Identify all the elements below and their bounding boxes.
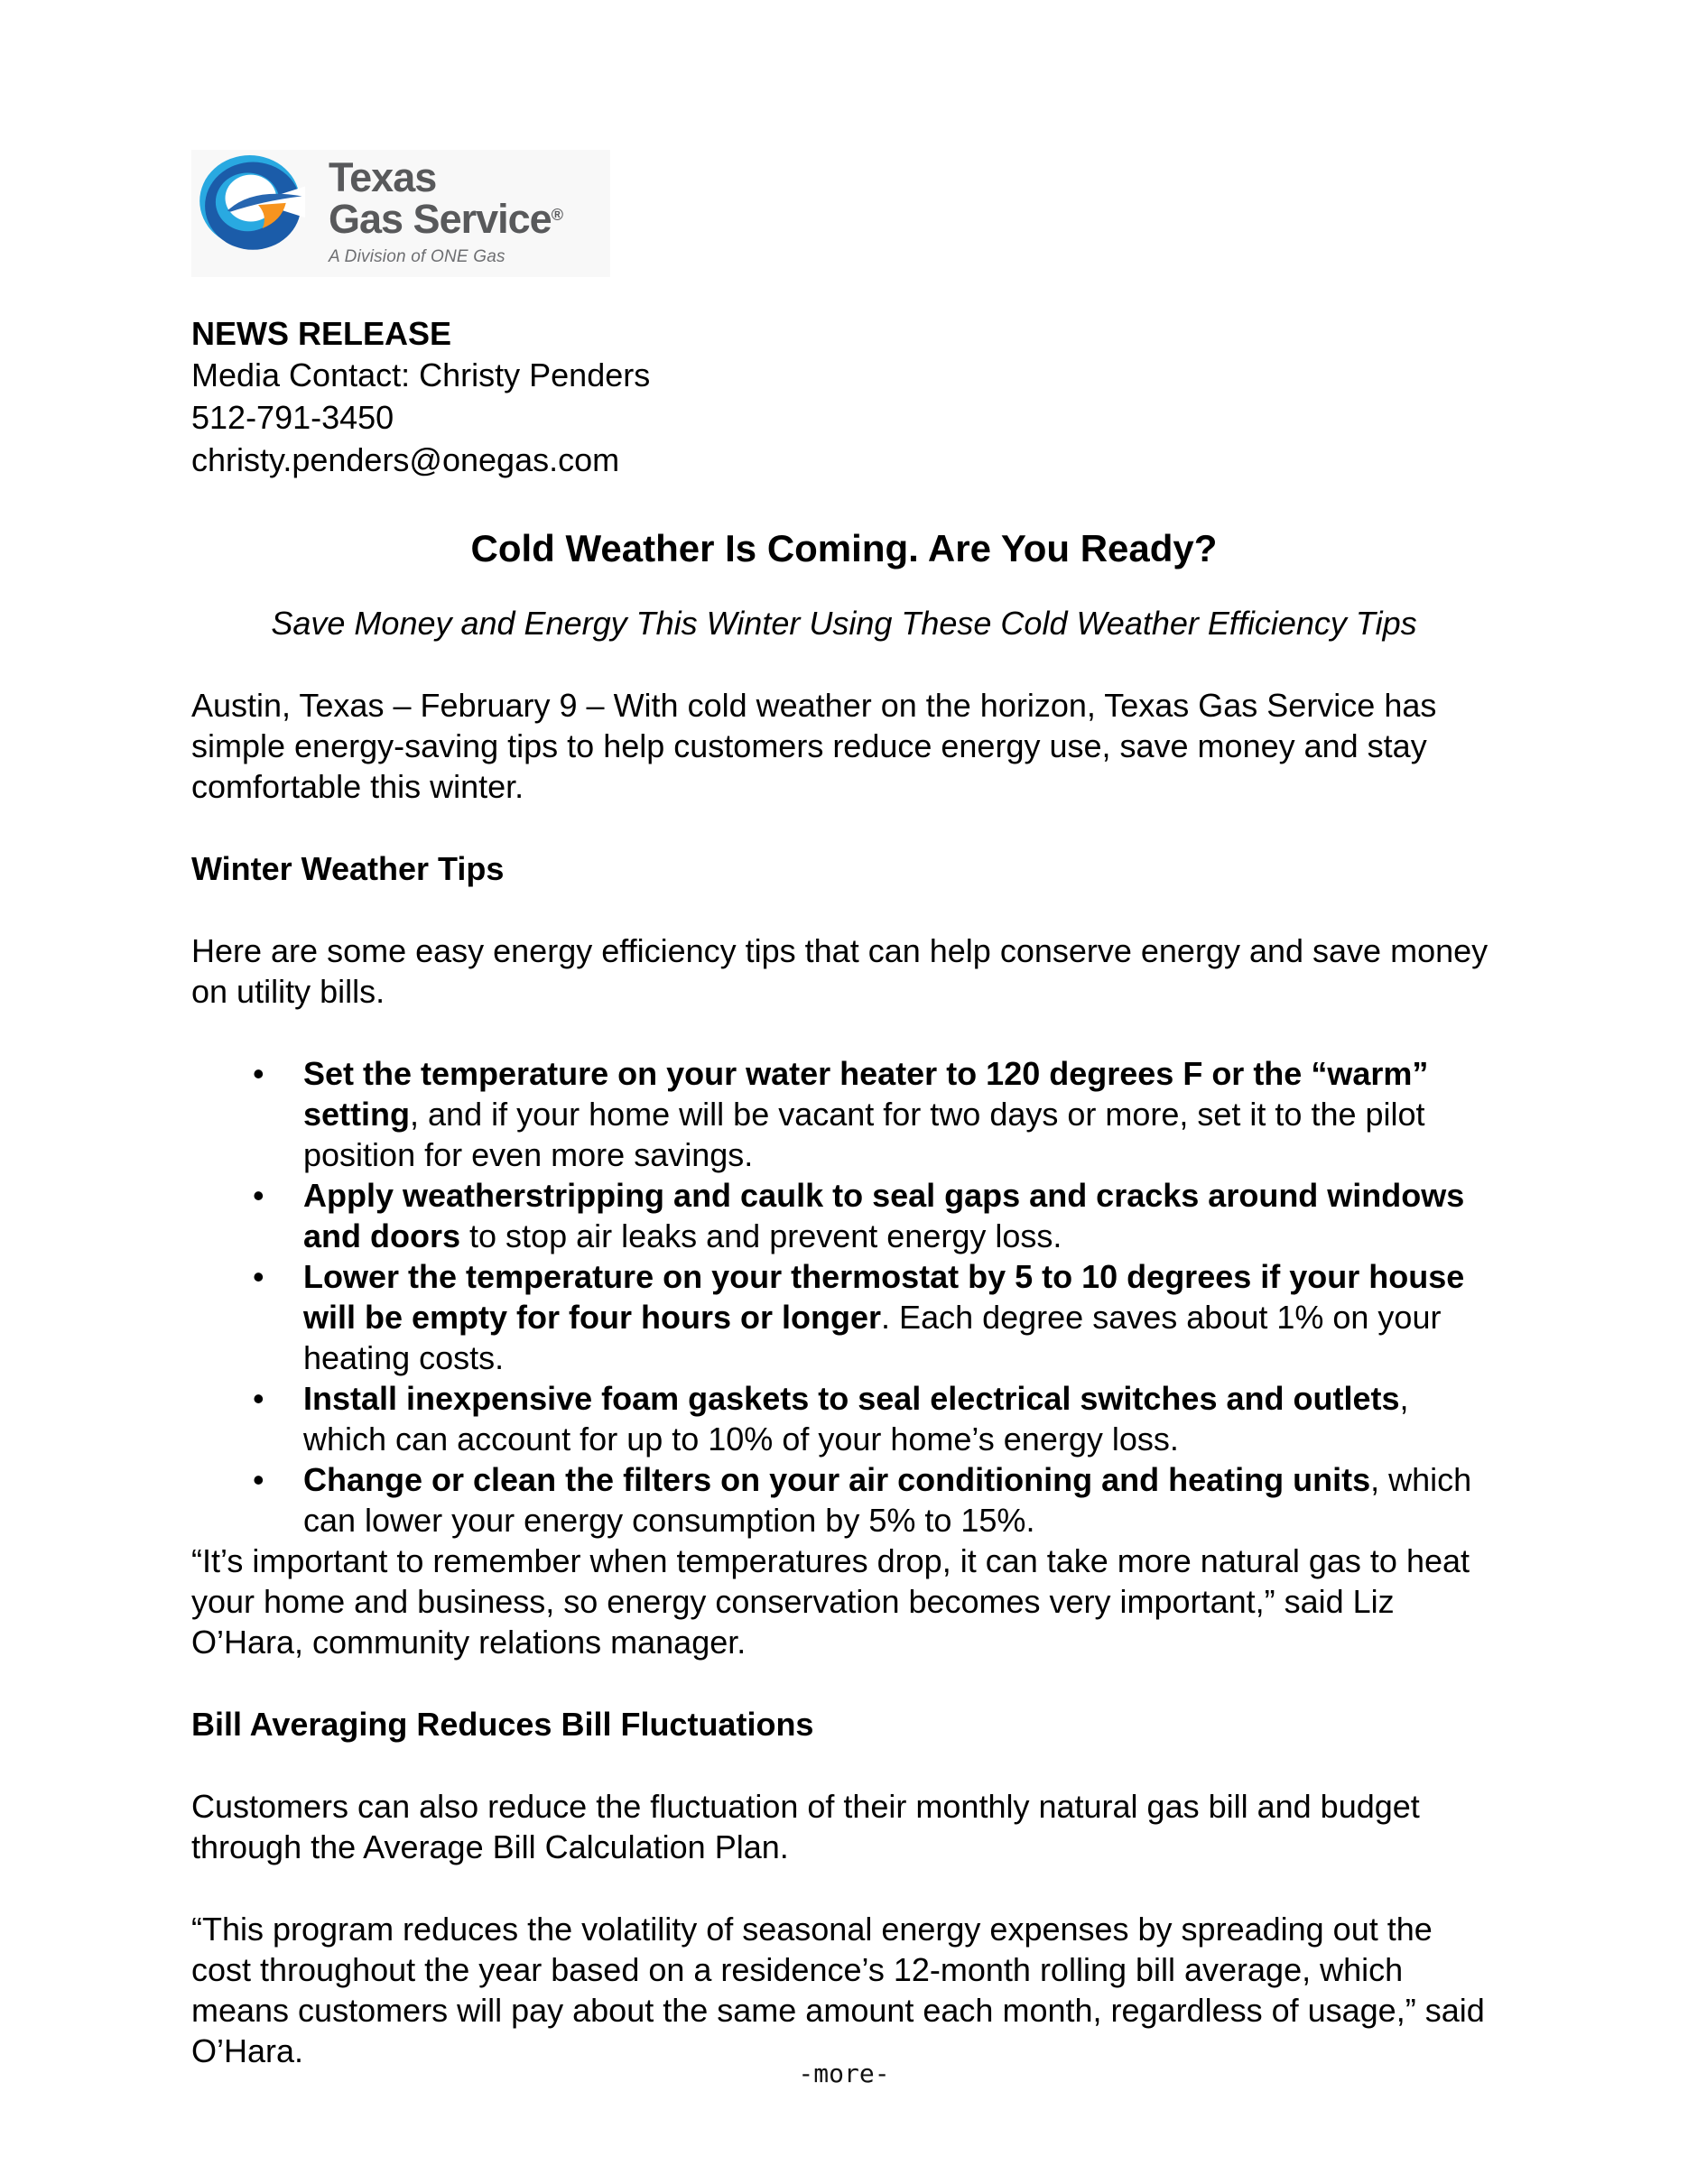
phone-line: 512-791-3450 bbox=[191, 399, 394, 437]
tips-list bbox=[253, 1053, 1497, 1541]
email-line: christy.penders@onegas.com bbox=[191, 440, 620, 478]
section-heading-winter-tips: Winter Weather Tips bbox=[191, 850, 505, 888]
tip-item-filters bbox=[253, 1459, 1497, 1541]
bullet-icon: • bbox=[253, 1177, 264, 1215]
tip-rest-text: . Each degree saves about 1% on your heating costs. bbox=[303, 1299, 1442, 1377]
brand-name-line1: Texas bbox=[329, 154, 437, 200]
logo-tagline: A Division of ONE Gas bbox=[329, 246, 505, 266]
bullet-icon: • bbox=[253, 1461, 264, 1499]
tip-bold-text: Apply weatherstripping and caulk to seal gaps and cracks around windows and doors bbox=[303, 1177, 1465, 1255]
more-page-marker: -more- bbox=[798, 2059, 890, 2088]
bullet-icon: • bbox=[253, 1258, 264, 1296]
media-contact-line: Media Contact: Christy Penders bbox=[191, 356, 651, 394]
page-title: Cold Weather Is Coming. Are You Ready? bbox=[470, 526, 1218, 569]
tip-item-water-heater bbox=[253, 1053, 1497, 1175]
tip-bold-text: Lower the temperature on your thermostat by 5 to 10 degrees if your house will be empty for four hours or longer bbox=[303, 1258, 1465, 1337]
tip-rest-text: , and if your home will be vacant for two days or more, set it to the pilot position for even more savings. bbox=[303, 1096, 1425, 1174]
registered-trademark-symbol: ® bbox=[551, 205, 563, 224]
tip-bold-text: Install inexpensive foam gaskets to seal electrical switches and outlets bbox=[303, 1380, 1400, 1418]
ohara-quote-paragraph: “It’s important to remember when temperatures drop, it can take more natural gas to heat your home and business, so energy conservation becomes very important,” said Liz O’Hara, community relations manager. bbox=[191, 1542, 1470, 1661]
tips-intro-paragraph: Here are some easy energy efficiency tips that can help conserve energy and save money on utility bills. bbox=[191, 932, 1489, 1011]
bill-averaging-paragraph-1: Customers can also reduce the fluctuation of their monthly natural gas bill and budget through the Average Bill Calculation Plan. bbox=[191, 1788, 1420, 1866]
section-heading-bill-averaging: Bill Averaging Reduces Bill Fluctuations bbox=[191, 1706, 814, 1744]
tip-item-foam-gaskets bbox=[253, 1378, 1497, 1459]
tip-rest-text: , which can account for up to 10% of your home’s energy loss. bbox=[303, 1380, 1409, 1458]
company-logo bbox=[191, 150, 610, 277]
texas-gas-service-swirl-icon bbox=[199, 155, 305, 253]
news-release-label: NEWS RELEASE bbox=[191, 314, 452, 352]
tip-rest-text: to stop air leaks and prevent energy loss. bbox=[460, 1217, 1062, 1255]
page-subtitle: Save Money and Energy This Winter Using These Cold Weather Efficiency Tips bbox=[271, 605, 1417, 643]
tip-bold-text: Set the temperature on your water heater to 120 degrees F or the “warm” setting bbox=[303, 1055, 1429, 1134]
intro-paragraph: Austin, Texas – February 9 – With cold weather on the horizon, Texas Gas Service has simple energy-saving tips to help customers reduce energy use, save money and stay comfortable this winter. bbox=[191, 687, 1437, 806]
tip-item-weatherstripping bbox=[253, 1175, 1497, 1256]
bill-averaging-paragraph-2: “This program reduces the volatility of seasonal energy expenses by spreading out the cost throughout the year based on a residence’s 12-month rolling bill average, which means customers will pay about the same amount each month, regardless of usage,” said O’Hara. bbox=[191, 1911, 1485, 2070]
tip-rest-text: , which can lower your energy consumption by 5% to 15%. bbox=[303, 1461, 1472, 1540]
bullet-icon: • bbox=[253, 1380, 264, 1418]
logo-text-block bbox=[329, 155, 563, 268]
brand-name-line2: Gas Service® bbox=[329, 195, 563, 242]
page-content bbox=[0, 150, 1688, 2071]
tip-item-thermostat bbox=[253, 1256, 1497, 1378]
bullet-icon: • bbox=[253, 1055, 264, 1093]
tip-bold-text: Change or clean the filters on your air conditioning and heating units bbox=[303, 1461, 1371, 1499]
